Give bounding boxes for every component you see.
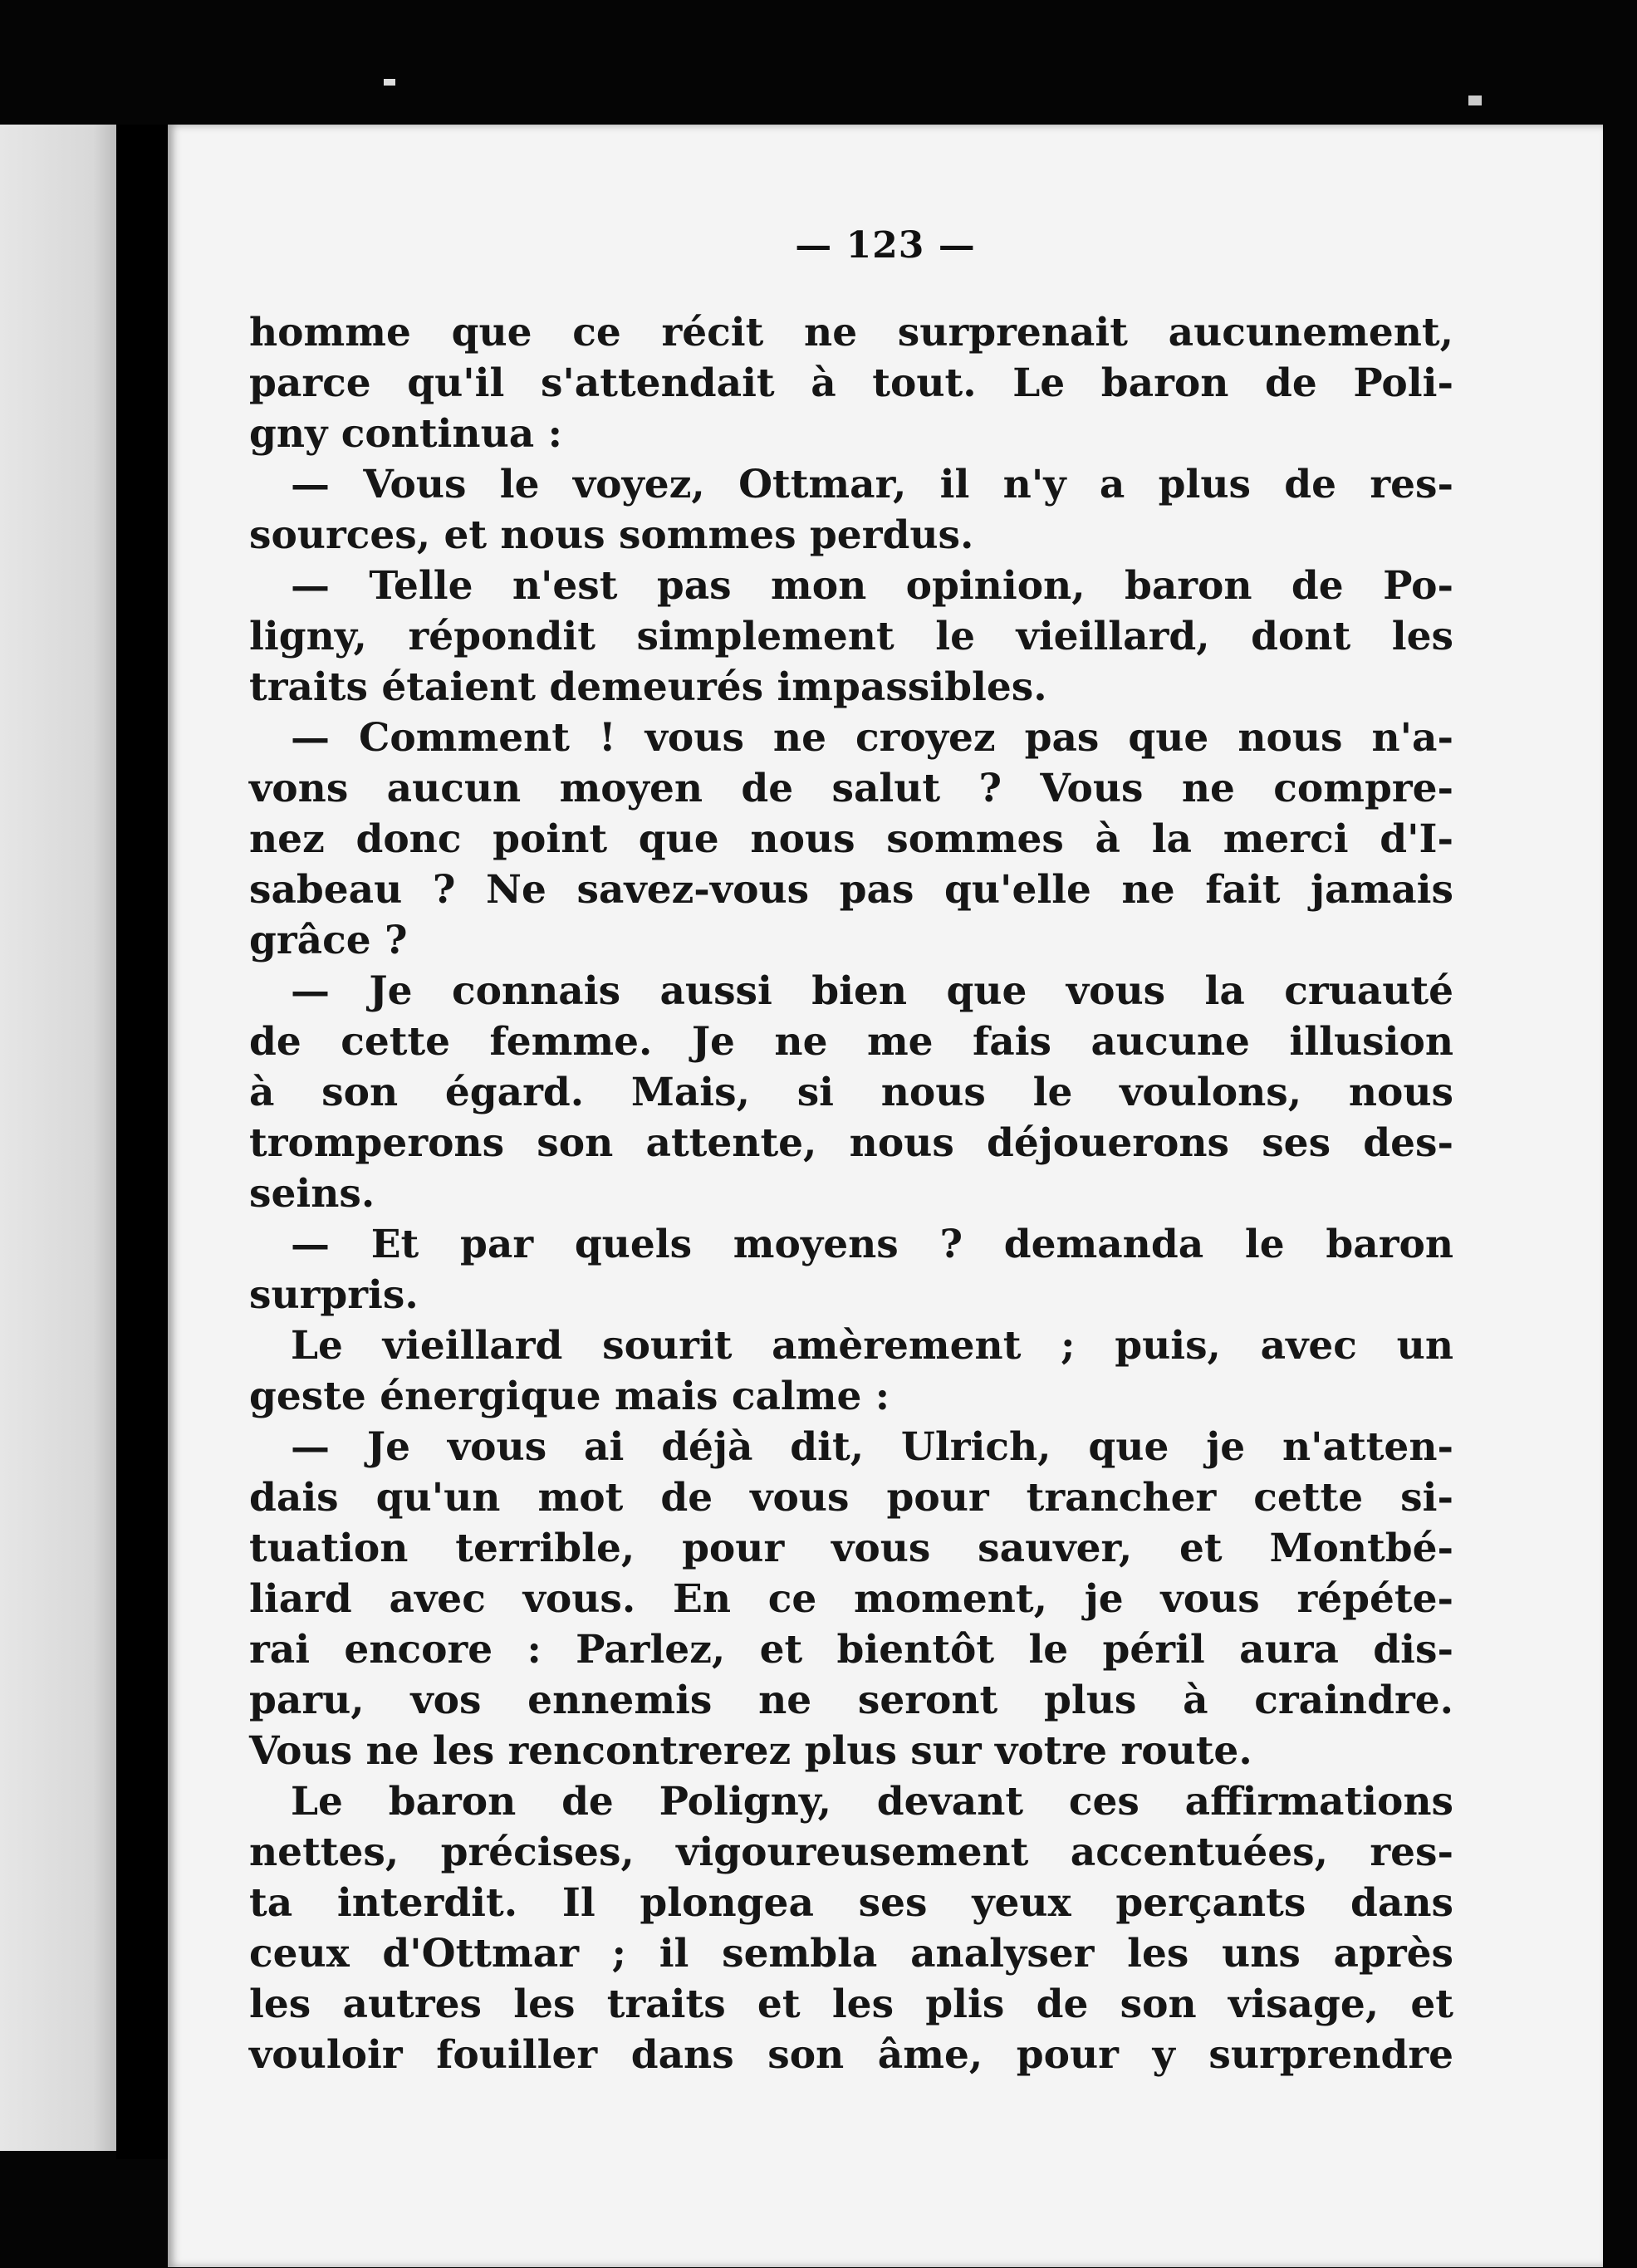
- scan-speck: [384, 79, 395, 86]
- body-text: [249, 307, 1453, 2080]
- text-line: Vous ne les rencontrerez plus sur votre route.: [249, 1728, 1252, 1774]
- left-page-edge: [0, 125, 116, 2151]
- text-line: nettes, précises, vigoureusement accentuées, res-: [249, 1830, 1453, 1875]
- text-line: tuation terrible, pour vous sauver, et Montbé-: [249, 1526, 1453, 1571]
- text-line: seins.: [249, 1171, 375, 1217]
- text-line: — Telle n'est pas mon opinion, baron de Po-: [291, 563, 1453, 609]
- text-line: — Je connais aussi bien que vous la cruauté: [291, 968, 1453, 1014]
- text-line: geste énergique mais calme :: [249, 1374, 890, 1419]
- text-line: ta interdit. Il plongea ses yeux perçants dans: [249, 1880, 1453, 1926]
- text-line: — Je vous ai déjà dit, Ulrich, que je n'atten-: [291, 1424, 1453, 1470]
- text-line: gny continua :: [249, 411, 562, 457]
- text-line: vouloir fouiller dans son âme, pour y surprendre: [249, 2032, 1453, 2078]
- text-line: liard avec vous. En ce moment, je vous répéte-: [249, 1576, 1453, 1622]
- text-line: Le vieillard sourit amèrement ; puis, avec un: [291, 1323, 1453, 1369]
- text-line: grâce ?: [249, 918, 408, 963]
- text-line: homme que ce récit ne surprenait aucunement,: [249, 310, 1453, 355]
- text-line: dais qu'un mot de vous pour trancher cette si-: [249, 1475, 1453, 1521]
- scan-speck: [1468, 96, 1482, 105]
- text-line: — Vous le voyez, Ottmar, il n'y a plus de res-: [291, 462, 1453, 507]
- text-line: traits étaient demeurés impassibles.: [249, 664, 1047, 710]
- text-line: à son égard. Mais, si nous le voulons, nous: [249, 1070, 1453, 1115]
- text-line: paru, vos ennemis ne seront plus à craindre.: [249, 1678, 1453, 1723]
- book-page: [168, 125, 1603, 2267]
- text-line: ligny, répondit simplement le vieillard, dont les: [249, 614, 1453, 659]
- text-line: de cette femme. Je ne me fais aucune illusion: [249, 1019, 1453, 1065]
- text-line: Le baron de Poligny, devant ces affirmations: [291, 1779, 1453, 1825]
- text-line: vons aucun moyen de salut ? Vous ne compre-: [249, 766, 1453, 811]
- text-line: sources, et nous sommes perdus.: [249, 512, 974, 558]
- text-line: — Et par quels moyens ? demanda le baron: [291, 1222, 1453, 1267]
- text-line: rai encore : Parlez, et bientôt le péril aura dis-: [249, 1627, 1453, 1673]
- text-line: nez donc point que nous sommes à la merci d'I-: [249, 816, 1453, 862]
- text-line: — Comment ! vous ne croyez pas que nous n'a-: [291, 715, 1453, 761]
- text-line: sabeau ? Ne savez-vous pas qu'elle ne fait jamais: [249, 867, 1453, 913]
- text-line: ceux d'Ottmar ; il sembla analyser les uns après: [249, 1931, 1453, 1977]
- text-line: tromperons son attente, nous déjouerons ses des-: [249, 1120, 1453, 1166]
- text-line: parce qu'il s'attendait à tout. Le baron de Poli-: [249, 360, 1453, 406]
- page-number: — 123 —: [795, 224, 976, 267]
- book-gutter: [116, 125, 168, 2159]
- text-line: les autres les traits et les plis de son visage, et: [249, 1981, 1453, 2027]
- text-line: surpris.: [249, 1272, 419, 1318]
